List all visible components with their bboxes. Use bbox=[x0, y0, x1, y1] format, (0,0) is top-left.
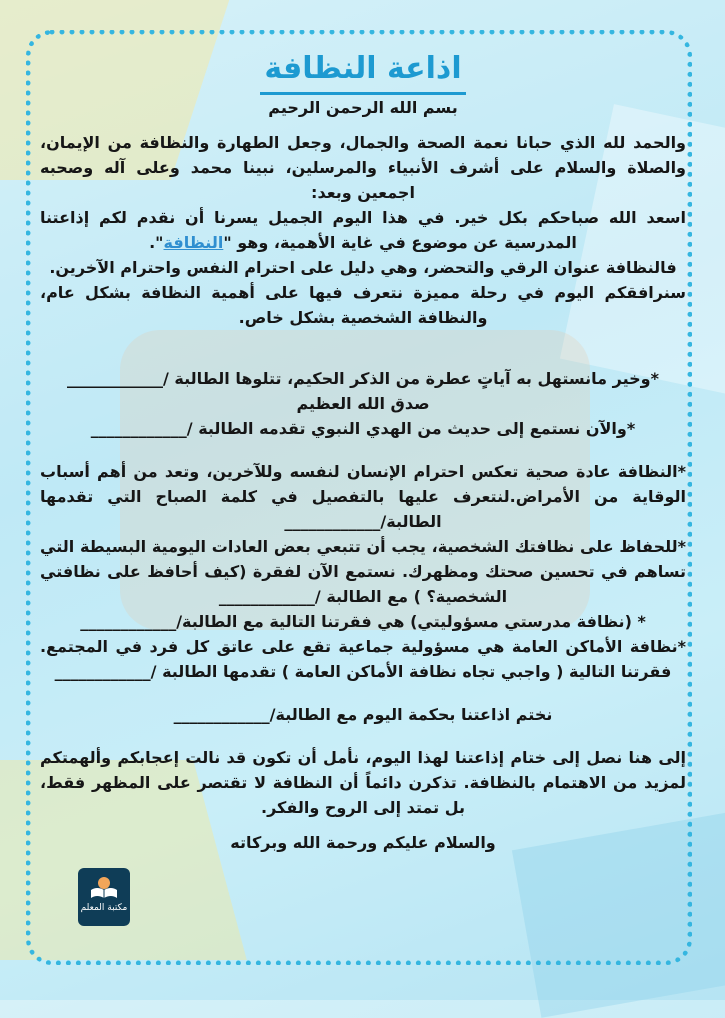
quran-intro: *وخير مانستهل به آياتٍ عطرة من الذكر الحكيم، تتلوها الطالبة /____________ bbox=[67, 369, 659, 388]
morning-word: *النظافة عادة صحية تعكس احترام الإنسان لنفسه وللآخرين، وتعد من أهم أسباب الوقاية من الأمراض.لنتعرف عليها بالتفصيل في كلمة الصباح التي تقدمها الطالبة/____________ bbox=[40, 462, 686, 531]
intro-paragraph: والحمد لله الذي حبانا نعمة الصحة والجمال، وجعل الطهارة والنظافة من الإيمان، والصلاة والسلام على أشرف الأنبياء والمرسلين، نبينا محمد وعلى آله وصحبه اجمعين وبعد: bbox=[40, 133, 686, 202]
greeting-end: ". bbox=[149, 233, 164, 252]
document-body bbox=[40, 48, 686, 958]
wisdom-line: نختم اذاعتنا بحكمة اليوم مع الطالبة/____________ bbox=[173, 705, 553, 724]
cleanliness-line: فالنظافة عنوان الرقي والتحضر، وهي دليل على احترام النفس واحترام الآخرين. bbox=[49, 258, 677, 277]
logo-label: مكتبة المعلم bbox=[80, 903, 128, 913]
farewell: والسلام عليكم ورحمة الله وبركاته bbox=[230, 833, 496, 852]
book-icon bbox=[89, 876, 119, 900]
quran-close: صدق الله العظيم bbox=[296, 394, 430, 413]
personal-habits: *للحفاظ على نظافتك الشخصية، يجب أن تتبعي بعض العادات اليومية البسيطة التي تساهم في تحسين صحتك ومظهرك. نستمع الآن لفقرة (كيف أحافظ على نظافتي الشخصية؟ ) مع الطالبة /____________ bbox=[40, 537, 686, 606]
greeting-paragraph bbox=[40, 205, 686, 255]
public-places: *نظافة الأماكن العامة هي مسؤولية جماعية تقع على عاتق كل فرد في المجتمع. فقرتنا التالية ( واجبي تجاه نظافة الأماكن العامة ) تقدمها الطالبة /____________ bbox=[40, 637, 686, 681]
greeting-text: اسعد الله صباحكم بكل خير. في هذا اليوم الجميل يسرنا أن نقدم لكم إذاعتنا المدرسية عن موضوع في غاية الأهمية، وهو " bbox=[40, 208, 686, 252]
basmala: بسم الله الرحمن الرحيم bbox=[268, 98, 458, 117]
journey-line: سنرافقكم اليوم في رحلة مميزة نتعرف فيها على أهمية النظافة بشكل عام، والنظافة الشخصية بشكل خاص. bbox=[40, 283, 686, 327]
hadith-intro: *والآن نستمع إلى حديث من الهدي النبوي تقدمه الطالبة /____________ bbox=[90, 419, 636, 438]
page-title: اذاعة النظافة bbox=[260, 48, 465, 95]
closing-paragraph: إلى هنا نصل إلى ختام إذاعتنا لهذا اليوم، نأمل أن تكون قد نالت إعجابكم وألهمتكم لمزيد من الاهتمام بالنظافة. تذكرن دائماً أن النظافة لا تقتصر على المظهر فقط، بل تمتد إلى الروح والفكر. bbox=[40, 748, 686, 817]
topic-highlight: النظافة bbox=[163, 233, 224, 252]
library-logo bbox=[78, 868, 130, 926]
school-cleanliness: * (نظافة مدرستي مسؤوليتي) هي فقرتنا التالية مع الطالبة/____________ bbox=[80, 612, 646, 631]
